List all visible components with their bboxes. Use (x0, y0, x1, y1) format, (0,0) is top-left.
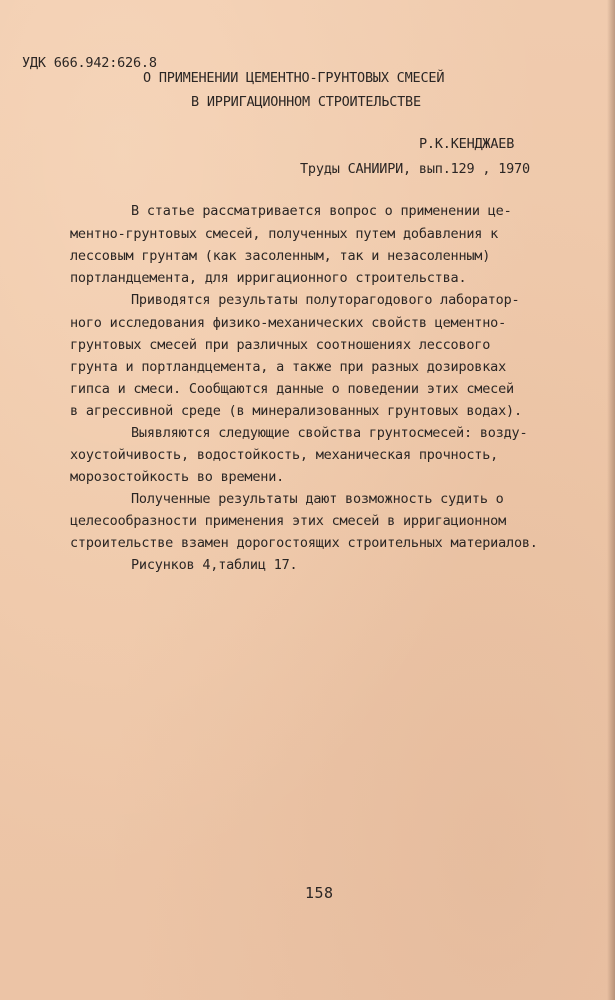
body-line: Выявляются следующие свойства грунтосмесей: возду- (131, 425, 528, 441)
body-line: грунта и портландцемента, а также при разных дозировках (70, 359, 507, 375)
title-line-2: В ИРРИГАЦИОННОМ СТРОИТЕЛЬСТВЕ (191, 94, 421, 110)
title-line-1: О ПРИМЕНЕНИИ ЦЕМЕНТНО-ГРУНТОВЫХ СМЕСЕЙ (143, 70, 445, 86)
page-number: 158 (305, 884, 334, 902)
body-line: гипса и смеси. Сообщаются данные о поведении этих смесей (70, 381, 514, 397)
body-line: морозостойкость во времени. (70, 469, 285, 485)
body-line: грунтовых смесей при различных соотношениях лессового (70, 337, 491, 353)
page-edge-shadow (607, 0, 615, 1000)
source-citation: Труды САНИИРИ, вып.129 , 1970 (300, 161, 530, 177)
body-line: строительстве взамен дорогостоящих строительных материалов. (70, 535, 538, 551)
body-line: Полученные результаты дают возможность судить о (131, 491, 504, 507)
body-line: В статье рассматривается вопрос о применении це- (131, 203, 512, 219)
body-line: хоустойчивость, водостойкость, механическая прочность, (70, 447, 499, 463)
body-line: лессовым грунтам (как засоленным, так и незасоленным) (70, 248, 491, 264)
body-line: в агрессивной среде (в минерализованных грунтовых водах). (70, 403, 522, 419)
body-line: ного исследования физико-механических свойств цементно- (70, 315, 507, 331)
body-line: целесообразности применения этих смесей в ирригационном (70, 513, 507, 529)
udc-code: УДК 666.942:626.8 (22, 55, 157, 71)
body-line: портландцемента, для ирригационного строительства. (70, 270, 467, 286)
author-name: Р.К.КЕНДЖАЕВ (419, 136, 515, 152)
body-line: Рисунков 4,таблиц 17. (131, 557, 298, 573)
body-line: Приводятся результаты полуторагодового лаборатор- (131, 292, 520, 308)
body-line: ментно-грунтовых смесей, полученных путем добавления к (70, 226, 499, 242)
